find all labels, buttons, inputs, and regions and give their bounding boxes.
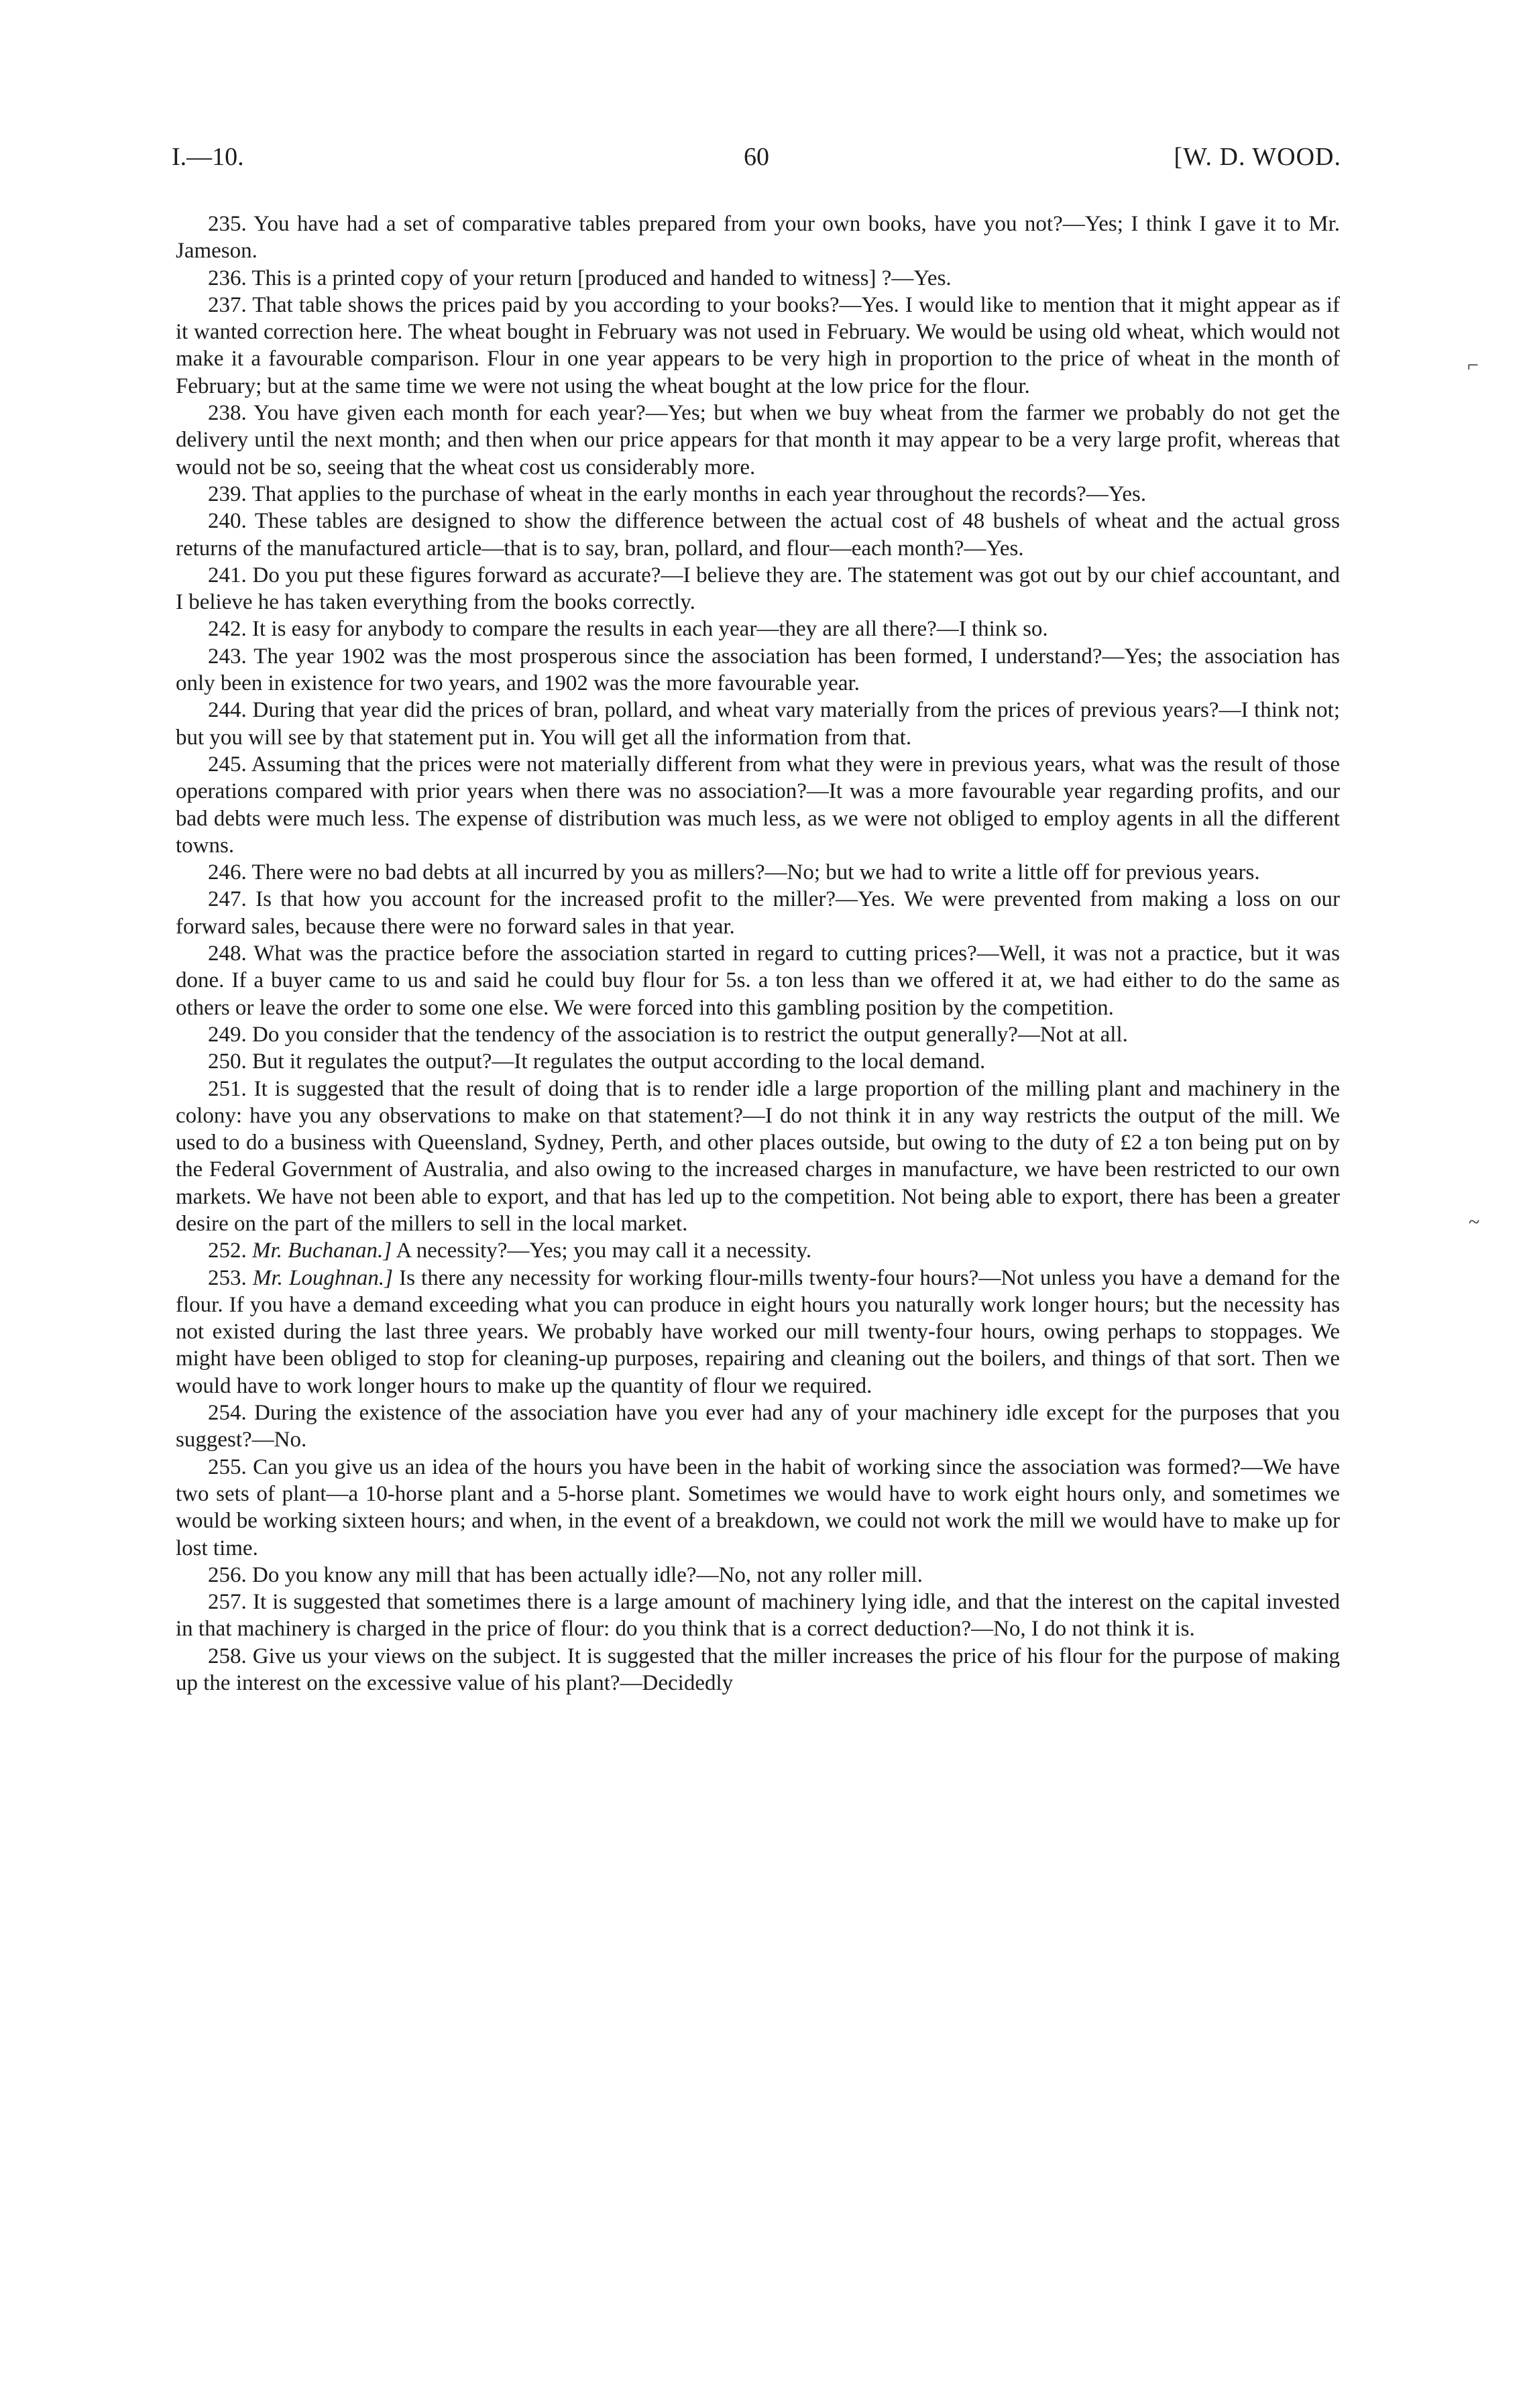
margin-mark: ~ <box>1469 1211 1480 1233</box>
paragraph-text: The year 1902 was the most prosperous since the association has been formed, I understand?—Yes; the association has only been in existence for two years, and 1902 was the more favourable year. <box>176 644 1340 696</box>
question-number: 237. <box>208 292 247 317</box>
paragraph-text: Assuming that the prices were not materially different from what they were in previous years, what was the result of those operations compared with prior years when there was no association?—It was a more favourable year regarding profits, and our bad debts were much less. The expense of distribution was much less, as we were not obliged to employ agents in all the different towns. <box>176 752 1340 858</box>
testimony-paragraph <box>176 481 1340 508</box>
question-number: 253. <box>208 1265 247 1290</box>
testimony-paragraph <box>176 1048 1340 1075</box>
testimony-paragraph <box>176 697 1340 751</box>
paragraph-text: You have had a set of comparative tables prepared from your own books, have you not?—Yes; I think I gave it to Mr. Jameson. <box>176 212 1340 264</box>
paragraph-text: Do you put these figures forward as accurate?—I believe they are. The statement was got out by our chief accountant, and I believe he has taken everything from the books correctly. <box>176 563 1341 615</box>
testimony-paragraph <box>176 1643 1340 1697</box>
testimony-body <box>176 211 1340 1697</box>
testimony-paragraph <box>176 1237 1340 1264</box>
page-number: 60 <box>744 143 769 171</box>
speaker-name: Mr. Buchanan.] <box>252 1239 392 1263</box>
question-number: 235. <box>208 212 247 236</box>
testimony-paragraph <box>176 1076 1340 1238</box>
question-number: 258. <box>208 1644 247 1668</box>
speaker-name: Mr. Loughnan.] <box>252 1265 393 1290</box>
question-number: 255. <box>208 1454 247 1479</box>
testimony-paragraph <box>176 940 1340 1021</box>
page-header <box>172 142 1341 182</box>
testimony-paragraph <box>176 616 1340 642</box>
question-number: 251. <box>208 1076 247 1101</box>
question-number: 241. <box>208 563 247 587</box>
paragraph-text: That applies to the purchase of wheat in the early months in each year throughout the records?—Yes. <box>251 481 1147 506</box>
question-number: 243. <box>208 644 247 669</box>
testimony-paragraph <box>176 643 1340 697</box>
paragraph-text: During the existence of the association have you ever had any of your machinery idle except for the purposes that you suggest?—No. <box>176 1401 1340 1452</box>
testimony-paragraph <box>176 1021 1340 1048</box>
question-number: 250. <box>208 1049 247 1074</box>
testimony-paragraph <box>176 211 1340 265</box>
testimony-paragraph <box>176 562 1340 616</box>
question-number: 238. <box>208 401 247 426</box>
question-number: 254. <box>208 1401 247 1426</box>
margin-mark: ⌐ <box>1467 354 1479 376</box>
question-number: 257. <box>208 1590 247 1615</box>
witness-name: [W. D. WOOD. <box>1174 143 1341 171</box>
testimony-paragraph <box>176 265 1340 292</box>
paragraph-text: You have given each month for each year?—Yes; but when we buy wheat from the farmer we probably do not get the delivery until the next month; and then when our price appears for that month it may appear to be a very large profit, whereas that would not be so, seeing that the wheat cost us considerably more. <box>176 401 1340 479</box>
question-number: 240. <box>208 509 247 534</box>
testimony-paragraph <box>176 292 1340 400</box>
question-number: 247. <box>208 887 247 912</box>
paragraph-text: During that year did the prices of bran, pollard, and wheat vary materially from the prices of previous years?—I think not; but you will see by that statement put in. You will get all the information from that. <box>176 698 1340 750</box>
testimony-paragraph <box>176 886 1340 940</box>
paper-reference: I.—10. <box>172 143 244 171</box>
paragraph-text: Can you give us an idea of the hours you have been in the habit of working since the association was formed?—We have two sets of plant—a 10-horse plant and a 5-horse plant. Sometimes we would have to work eight hours only, and sometimes we would be working sixteen hours; and when, in the event of a breakdown, we could not work the mill we would have to make up for lost time. <box>176 1454 1340 1560</box>
question-number: 256. <box>208 1562 247 1587</box>
testimony-paragraph <box>176 1589 1340 1643</box>
question-number: 236. <box>208 266 247 290</box>
paragraph-text: That table shows the prices paid by you according to your books?—Yes. I would like to mention that it might appear as if it wanted correction here. The wheat bought in February was not used in February. We would be using old wheat, which would not make it a favourable comparison. Flour in one year appears to be very high in proportion to the price of wheat in the month of February; but at the same time we were not using the wheat bought at the low price for the flour. <box>176 292 1340 398</box>
question-number: 252. <box>208 1239 247 1263</box>
testimony-paragraph <box>176 1399 1340 1454</box>
question-number: 248. <box>208 941 247 966</box>
question-number: 242. <box>208 617 247 642</box>
paragraph-text: Give us your views on the subject. It is suggested that the miller increases the price of his flour for the purpose of making up the interest on the excessive value of his plant?—Decidedly <box>176 1644 1340 1696</box>
paragraph-text: This is a printed copy of your return [produced and handed to witness] ?—Yes. <box>251 266 952 290</box>
testimony-paragraph <box>176 1562 1340 1589</box>
paragraph-text: A necessity?—Yes; you may call it a necessity. <box>396 1239 812 1263</box>
paragraph-text: But it regulates the output?—It regulates the output according to the local demand. <box>252 1049 986 1074</box>
paragraph-text: There were no bad debts at all incurred by you as millers?—No; but we had to write a little off for previous years. <box>251 860 1260 885</box>
paragraph-text: Do you consider that the tendency of the association is to restrict the output generally?—Not at all. <box>252 1022 1128 1047</box>
paragraph-text: It is suggested that sometimes there is a large amount of machinery lying idle, and that the interest on the capital invested in that machinery is charged in the price of flour: do you think that is a correct deduction?—No, I do not think it is. <box>176 1590 1341 1642</box>
testimony-paragraph <box>176 1265 1340 1399</box>
testimony-paragraph <box>176 751 1340 859</box>
testimony-paragraph <box>176 1454 1340 1562</box>
question-number: 246. <box>208 860 247 885</box>
paragraph-text: Do you know any mill that has been actually idle?—No, not any roller mill. <box>252 1562 923 1587</box>
testimony-paragraph <box>176 508 1340 562</box>
question-number: 245. <box>208 752 247 777</box>
paragraph-text: It is easy for anybody to compare the results in each year—they are all there?—I think so. <box>252 617 1048 642</box>
question-number: 239. <box>208 481 247 506</box>
paragraph-text: These tables are designed to show the difference between the actual cost of 48 bushels of wheat and the actual gross returns of the manufactured article—that is to say, bran, pollard, and flour—each month?—Yes. <box>176 509 1340 561</box>
paragraph-text: Is that how you account for the increased profit to the miller?—Yes. We were prevented from making a loss on our forward sales, because there were no forward sales in that year. <box>176 887 1340 939</box>
testimony-paragraph <box>176 400 1340 481</box>
paragraph-text: It is suggested that the result of doing that is to render idle a large proportion of the milling plant and machinery in the colony: have you any observations to make on that statement?—I do not think it in any way restricts the output of the mill. We used to do a business with Queensland, Sydney, Perth, and other places outside, but owing to the duty of £2 a ton being put on by the Federal Government of Australia, and also owing to the increased charges in manufacture, we have been restricted to our own markets. We have not been able to export, and that has led up to the competition. Not being able to export, there has been a greater desire on the part of the millers to sell in the local market. <box>176 1076 1341 1236</box>
paragraph-text: Is there any necessity for working flour-mills twenty-four hours?—Not unless you have a demand for the flour. If you have a demand exceeding what you can produce in eight hours you naturally work longer hours; but the necessity has not existed during the last three years. We probably have worked our mill twenty-four hours, owing perhaps to stoppages. We might have been obliged to stop for cleaning-up purposes, repairing and cleaning out the boilers, and things of that sort. Then we would have to work longer hours to make up the quantity of flour we required. <box>176 1265 1341 1398</box>
paragraph-text: What was the practice before the association started in regard to cutting prices?—Well, it was not a practice, but it was done. If a buyer came to us and said he could buy flour for 5s. a ton less than we offered it at, we had either to do the same as others or leave the order to some one else. We were forced into this gambling position by the competition. <box>176 941 1340 1020</box>
question-number: 249. <box>208 1022 247 1047</box>
question-number: 244. <box>208 698 247 723</box>
testimony-paragraph <box>176 859 1340 886</box>
